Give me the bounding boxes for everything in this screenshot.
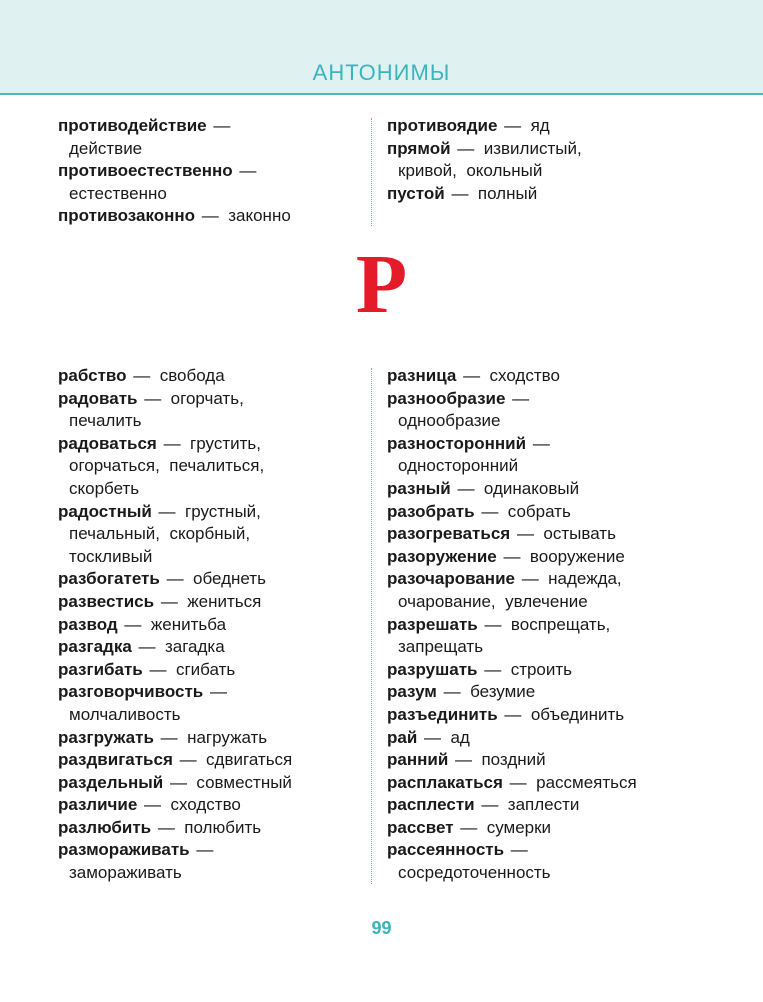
entry-word: размораживать [58, 840, 190, 860]
top-left-column [58, 115, 363, 228]
entry-word: разбогатеть [58, 569, 160, 589]
entry-word: прямой [387, 138, 451, 158]
entry-antonym: — заплести [481, 795, 580, 815]
entry-antonym: — загадка [138, 637, 225, 657]
entry-continuation: действие [69, 138, 143, 158]
entry-antonym: — [512, 388, 530, 408]
dictionary-entry [387, 501, 747, 524]
entry-antonym: — [532, 433, 550, 453]
entry-antonym: — [196, 840, 214, 860]
dictionary-entry [387, 839, 747, 862]
entry-word: разъединить [387, 704, 498, 724]
dictionary-entry [58, 614, 363, 637]
entry-word: разница [387, 366, 457, 385]
page-header [0, 0, 763, 95]
dictionary-entry [58, 365, 363, 388]
entry-continuation: замораживать [69, 863, 182, 883]
entry-word: расплакаться [387, 772, 503, 792]
entry-word: разносторонний [387, 433, 527, 453]
section-title: АНТОНИМЫ [312, 60, 451, 85]
entry-antonym: — [239, 161, 257, 181]
dictionary-entry [58, 636, 363, 659]
column-divider-top [371, 118, 372, 226]
entry-word: рассеянность [387, 840, 505, 860]
dictionary-entry [387, 772, 747, 795]
entry-antonym: — безумие [443, 682, 536, 702]
dictionary-entry [58, 817, 363, 840]
section-letter: Р [355, 238, 408, 331]
entry-antonym: — свобода [133, 366, 225, 385]
dictionary-entry [58, 772, 363, 795]
entry-antonym: — [209, 682, 227, 702]
main-right-column [387, 365, 747, 885]
entry-continuation: односторонний [398, 456, 519, 476]
dictionary-entry [58, 501, 363, 524]
dictionary-entry [58, 160, 363, 183]
column-divider-main [371, 368, 372, 884]
entry-word: разный [387, 478, 451, 498]
entry-word: ранний [387, 750, 449, 770]
entry-word: разнообразие [387, 388, 506, 408]
entry-antonym: — остывать [516, 524, 616, 544]
entry-word: разобрать [387, 501, 475, 521]
dictionary-entry [387, 478, 747, 501]
entry-word: разговорчивость [58, 682, 204, 702]
entry-word: разрушать [387, 659, 478, 679]
dictionary-entry [387, 681, 747, 704]
dictionary-entry [58, 681, 363, 704]
entry-word: разогреваться [387, 524, 511, 544]
entry-word: разгадка [58, 637, 132, 657]
dictionary-entry [387, 388, 747, 411]
entry-word: развод [58, 614, 118, 634]
entry-word: разоружение [387, 546, 497, 566]
entry-antonym: — обеднеть [166, 569, 266, 589]
entry-antonym: — сдвигаться [179, 750, 293, 770]
dictionary-entry [58, 727, 363, 750]
entry-antonym: — одинаковый [457, 478, 580, 498]
entry-continuation: скорбеть [69, 478, 140, 498]
entry-word: радоваться [58, 433, 157, 453]
entry-antonym: — воспрещать, [484, 614, 611, 634]
dictionary-entry [387, 523, 747, 546]
entry-antonym: — совместный [169, 772, 292, 792]
entry-word: разгружать [58, 727, 154, 747]
entry-word: рассвет [387, 817, 454, 837]
top-right-column [387, 115, 747, 205]
entry-antonym: — сходство [144, 795, 241, 815]
entry-antonym: — грустить, [163, 433, 261, 453]
dictionary-entry [58, 568, 363, 591]
entry-continuation: печалить [69, 411, 142, 431]
entry-continuation: сосредоточенность [398, 863, 551, 883]
entry-continuation: очарование, увлечение [398, 591, 588, 611]
entry-antonym: — объединить [504, 704, 625, 724]
entry-word: радовать [58, 388, 138, 408]
entry-word: разгибать [58, 659, 143, 679]
entry-continuation: тоскливый [69, 546, 153, 566]
entry-word: рабство [58, 366, 127, 385]
entry-word: развестись [58, 591, 155, 611]
main-left-column [58, 365, 363, 885]
entry-antonym: — полюбить [157, 817, 262, 837]
page-number: 99 [371, 918, 392, 938]
entry-word: разочарование [387, 569, 515, 589]
entry-antonym: — сгибать [149, 659, 236, 679]
entry-word: разрешать [387, 614, 478, 634]
dictionary-entry [387, 659, 747, 682]
dictionary-entry [387, 614, 747, 637]
dictionary-entry [58, 433, 363, 456]
dictionary-entry [58, 388, 363, 411]
dictionary-entry [58, 749, 363, 772]
entry-antonym: — ад [424, 727, 470, 747]
entry-word: противоестественно [58, 161, 233, 181]
dictionary-entry [387, 749, 747, 772]
entry-antonym: — нагружать [160, 727, 268, 747]
dictionary-entry [387, 817, 747, 840]
entry-antonym: — законно [201, 206, 291, 226]
entry-continuation: естественно [69, 183, 167, 203]
entry-word: противоядие [387, 116, 498, 135]
entry-continuation: кривой, окольный [398, 161, 543, 181]
entry-antonym: — поздний [455, 750, 546, 770]
entry-antonym: — извилистый, [457, 138, 582, 158]
entry-antonym: — строить [484, 659, 573, 679]
entry-antonym: — женитьба [124, 614, 227, 634]
entry-word: раздельный [58, 772, 164, 792]
entry-word: пустой [387, 183, 445, 203]
entry-continuation: огорчаться, печалиться, [69, 456, 265, 476]
entry-antonym: — надежда, [521, 569, 622, 589]
dictionary-entry [387, 568, 747, 591]
entry-word: разлюбить [58, 817, 152, 837]
entry-antonym: — сходство [463, 366, 560, 385]
dictionary-entry [58, 659, 363, 682]
dictionary-entry [387, 727, 747, 750]
dictionary-entry [387, 183, 747, 206]
dictionary-entry [58, 115, 363, 138]
entry-antonym: — огорчать, [144, 388, 244, 408]
entry-antonym: — полный [451, 183, 538, 203]
entry-antonym: — грустный, [158, 501, 261, 521]
entry-word: противодействие [58, 116, 207, 135]
entry-antonym: — рассмеяться [509, 772, 637, 792]
entry-continuation: однообразие [398, 411, 501, 431]
entry-antonym: — жениться [160, 591, 262, 611]
dictionary-entry [387, 115, 747, 138]
dictionary-entry [387, 794, 747, 817]
entry-word: раздвигаться [58, 750, 173, 770]
entry-word: радостный [58, 501, 152, 521]
dictionary-entry [387, 433, 747, 456]
entry-word: расплести [387, 795, 475, 815]
dictionary-entry [58, 205, 363, 228]
entry-antonym: — сумерки [460, 817, 552, 837]
dictionary-entry [58, 839, 363, 862]
entry-continuation: молчаливость [69, 704, 181, 724]
dictionary-entry [58, 794, 363, 817]
dictionary-entry [387, 546, 747, 569]
dictionary-entry [387, 365, 747, 388]
entry-antonym: — собрать [481, 501, 571, 521]
entry-word: различие [58, 795, 138, 815]
entry-word: противозаконно [58, 206, 196, 226]
entry-continuation: запрещать [398, 637, 484, 657]
entry-word: рай [387, 727, 418, 747]
entry-antonym: — [510, 840, 528, 860]
entry-antonym: — [213, 116, 231, 135]
dictionary-entry [58, 591, 363, 614]
entry-antonym: — вооружение [503, 546, 625, 566]
dictionary-entry [387, 138, 747, 161]
entry-word: разум [387, 682, 437, 702]
entry-antonym: — яд [504, 116, 550, 135]
entry-continuation: печальный, скорбный, [69, 524, 251, 544]
dictionary-entry [387, 704, 747, 727]
